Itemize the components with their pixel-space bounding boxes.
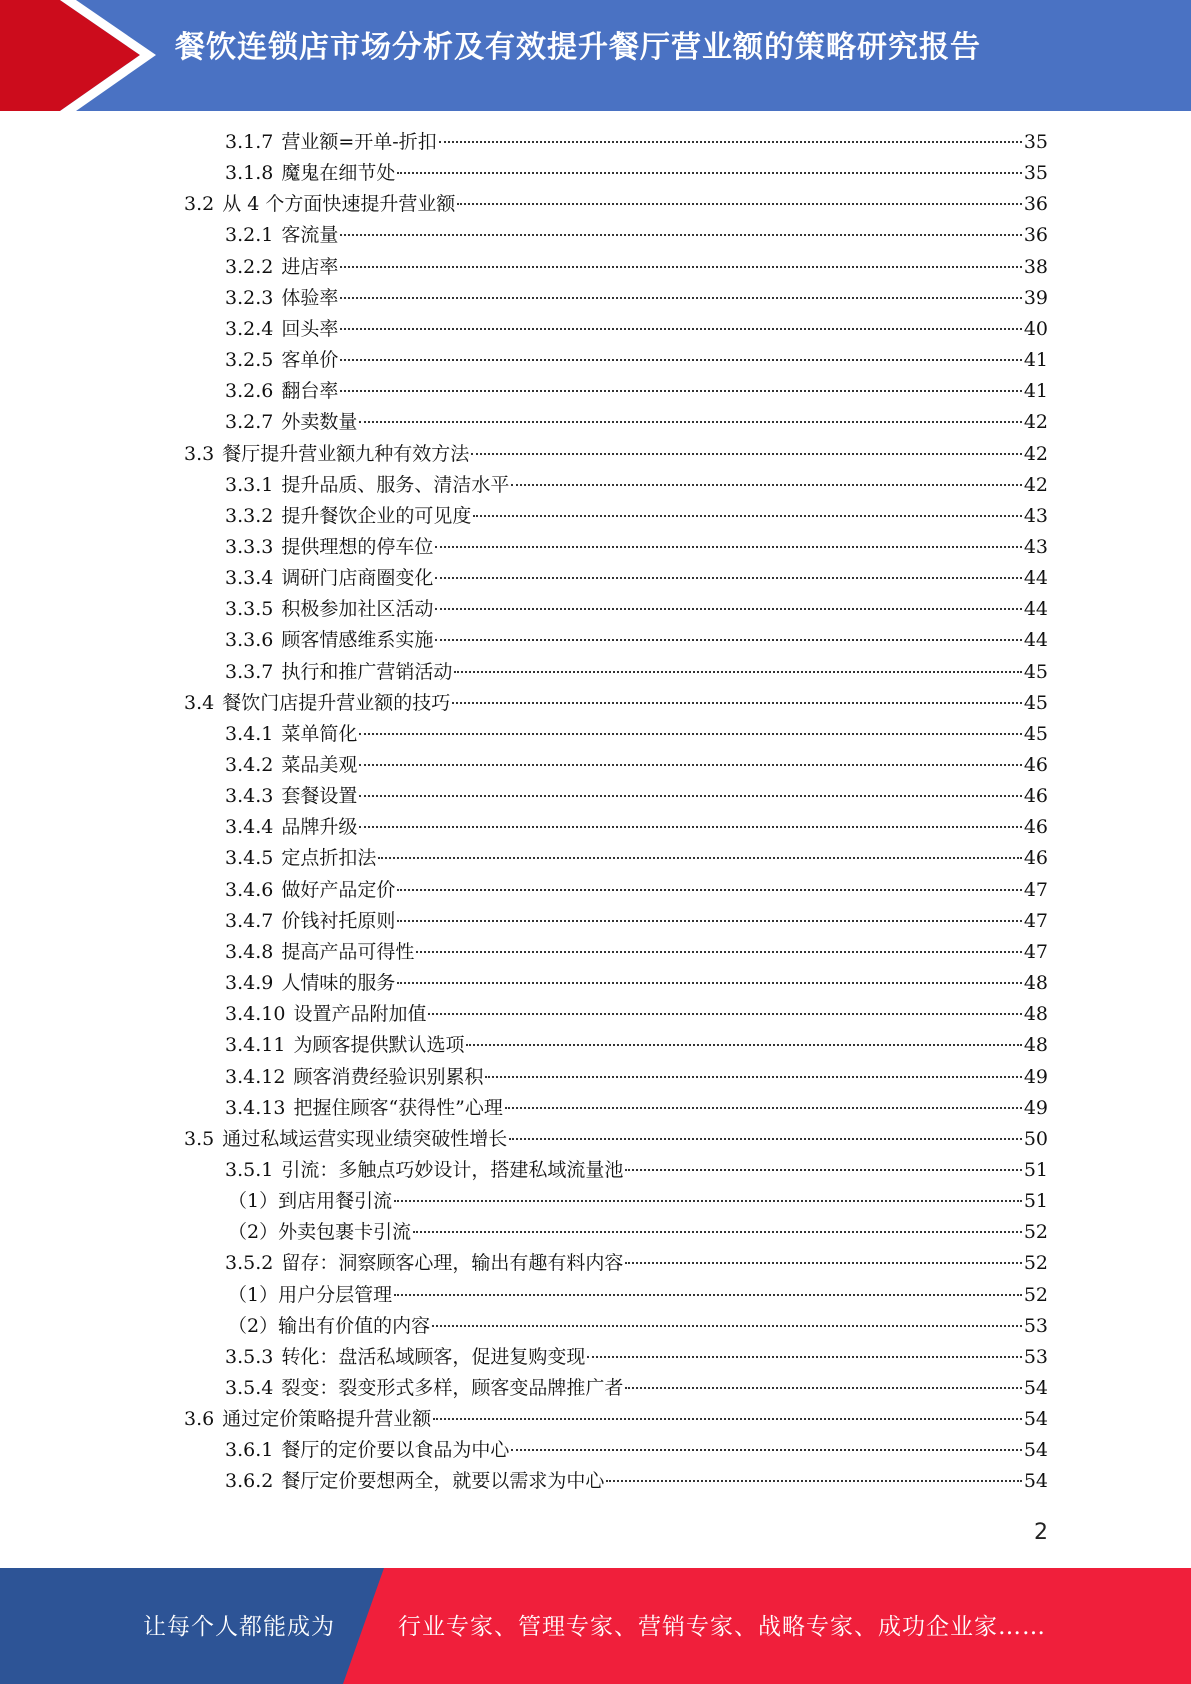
toc-entry-title: 定点折扣法 [281, 847, 377, 869]
toc-entry-number: 3.6 [184, 1408, 215, 1430]
toc-entry-title: （1）用户分层管理 [228, 1284, 393, 1306]
toc-entry-number: 3.6.1 [225, 1439, 274, 1461]
toc-entry-title: 品牌升级 [281, 816, 358, 838]
toc-entry-number: 3.6.2 [225, 1470, 274, 1492]
toc-entry-title: 客单价 [281, 349, 339, 371]
toc-entry-number: 3.3.1 [225, 474, 274, 496]
toc-entry-title: 菜品美观 [281, 754, 358, 776]
toc-entry[interactable] [225, 408, 1048, 436]
toc-dot-leader [340, 266, 1021, 268]
toc-entry-page: 36 [1023, 224, 1048, 246]
toc-dot-leader [340, 328, 1021, 330]
toc-entry-title: 把握住顾客“获得性”心理 [293, 1097, 503, 1119]
toc-entry-page: 45 [1023, 661, 1048, 683]
toc-entry-number: 3.5.4 [225, 1377, 274, 1399]
toc-entry-number: 3.3 [184, 443, 215, 465]
toc-entry-title: 提升餐饮企业的可见度 [281, 505, 472, 527]
toc-entry-number: 3.4.11 [225, 1034, 286, 1056]
toc-entry-page: 39 [1023, 287, 1048, 309]
toc-entry-title: 执行和推广营销活动 [281, 661, 453, 683]
toc-entry-page: 46 [1023, 785, 1048, 807]
toc-entry-page: 51 [1023, 1159, 1048, 1181]
toc-entry-number: 3.2.3 [225, 287, 274, 309]
toc-entry[interactable] [225, 720, 1048, 748]
toc-dot-leader [485, 1076, 1021, 1078]
toc-entry-title: 顾客情感维系实施 [281, 629, 434, 651]
toc-entry-number: 3.4.6 [225, 879, 274, 901]
toc-entry-number: 3.4.13 [225, 1097, 286, 1119]
toc-entry-title: （1）到店用餐引流 [228, 1190, 393, 1212]
toc-entry-title: （2）外卖包裹卡引流 [228, 1221, 412, 1243]
toc-entry-title: 套餐设置 [281, 785, 358, 807]
toc-entry-page: 53 [1023, 1315, 1048, 1337]
toc-entry-title: 留存：洞察顾客心理，输出有趣有料内容 [281, 1252, 624, 1274]
toc-entry-page: 54 [1023, 1377, 1048, 1399]
toc-entry-title: 通过私域运营实现业绩突破性增长 [222, 1128, 508, 1150]
toc-entry-page: 41 [1023, 380, 1048, 402]
toc-entry-title: 为顾客提供默认选项 [293, 1034, 465, 1056]
toc-entry[interactable] [225, 1374, 1048, 1402]
toc-entry[interactable] [225, 782, 1048, 810]
toc-entry-page: 43 [1023, 505, 1048, 527]
toc-entry-title: 魔鬼在细节处 [281, 162, 396, 184]
toc-entry-page: 49 [1023, 1097, 1048, 1119]
toc-entry-number: 3.2 [184, 193, 215, 215]
toc-entry-page: 51 [1023, 1190, 1048, 1212]
toc-entry-page: 54 [1023, 1439, 1048, 1461]
toc-entry-number: 3.2.6 [225, 380, 274, 402]
toc-entry-number: 3.1.7 [225, 131, 274, 153]
toc-entry[interactable] [184, 1125, 1048, 1153]
toc-entry[interactable] [225, 1031, 1048, 1059]
toc-entry-title: 提高产品可得性 [281, 941, 415, 963]
toc-entry-page: 35 [1023, 131, 1048, 153]
toc-dot-leader [359, 795, 1021, 797]
toc-dot-leader [435, 608, 1021, 610]
toc-dot-leader [340, 234, 1021, 236]
toc-dot-leader [511, 1449, 1021, 1451]
toc-dot-leader [511, 484, 1021, 486]
page-footer [0, 1568, 1191, 1684]
toc-entry-number: 3.2.7 [225, 411, 274, 433]
toc-entry-page: 35 [1023, 162, 1048, 184]
toc-entry-title: 从 4 个方面快速提升营业额 [222, 193, 456, 215]
toc-dot-leader [606, 1480, 1021, 1482]
toc-entry-number: 3.4.7 [225, 910, 274, 932]
toc-dot-leader [435, 639, 1021, 641]
toc-entry[interactable] [225, 502, 1048, 530]
toc-entry[interactable] [225, 1343, 1048, 1371]
toc-entry[interactable] [225, 1094, 1048, 1122]
toc-entry-page: 45 [1023, 723, 1048, 745]
toc-dot-leader [394, 1294, 1022, 1296]
toc-entry-page: 52 [1023, 1284, 1048, 1306]
toc-entry-title: 顾客消费经验识别累积 [293, 1066, 484, 1088]
toc-dot-leader [473, 515, 1021, 517]
toc-entry-page: 44 [1023, 567, 1048, 589]
toc-entry-title: 营业额=开单-折扣 [281, 131, 437, 153]
toc-dot-leader [509, 1138, 1022, 1140]
toc-entry-number: 3.4.9 [225, 972, 274, 994]
toc-entry-title: 菜单简化 [281, 723, 358, 745]
toc-entry-page: 46 [1023, 754, 1048, 776]
report-title: 餐饮连锁店市场分析及有效提升餐厅营业额的策略研究报告 [175, 30, 981, 65]
toc-entry-page: 36 [1023, 193, 1048, 215]
toc-entry-number: 3.2.4 [225, 318, 274, 340]
toc-entry-number: 3.4.4 [225, 816, 274, 838]
toc-entry[interactable] [225, 284, 1048, 312]
toc-entry-number: 3.4.12 [225, 1066, 286, 1088]
toc-entry-title: （2）输出有价值的内容 [228, 1315, 431, 1337]
toc-entry-number: 3.3.3 [225, 536, 274, 558]
toc-entry-page: 45 [1023, 692, 1048, 714]
toc-dot-leader [340, 359, 1021, 361]
toc-entry-number: 3.5.3 [225, 1346, 274, 1368]
toc-entry-title: 回头率 [281, 318, 339, 340]
toc-entry-title: 餐厅定价要想两全，就要以需求为中心 [281, 1470, 605, 1492]
toc-entry[interactable] [225, 377, 1048, 405]
toc-entry[interactable] [225, 907, 1048, 935]
toc-entry-number: 3.3.2 [225, 505, 274, 527]
toc-entry-title: 客流量 [281, 224, 339, 246]
toc-entry-page: 47 [1023, 879, 1048, 901]
toc-entry-page: 54 [1023, 1408, 1048, 1430]
toc-entry-title: 引流：多触点巧妙设计，搭建私域流量池 [281, 1159, 624, 1181]
toc-dot-leader [378, 857, 1021, 859]
toc-entry-number: 3.3.7 [225, 661, 274, 683]
toc-entry[interactable] [225, 595, 1048, 623]
toc-entry-title: 餐厅提升营业额九种有效方法 [222, 443, 470, 465]
toc-entry[interactable] [225, 221, 1048, 249]
toc-dot-leader [625, 1262, 1021, 1264]
toc-entry-title: 通过定价策略提升营业额 [222, 1408, 432, 1430]
toc-entry[interactable] [225, 1063, 1048, 1091]
toc-entry-title: 餐厅的定价要以食品为中心 [281, 1439, 510, 1461]
toc-entry-title: 价钱衬托原则 [281, 910, 396, 932]
toc-dot-leader [359, 733, 1021, 735]
toc-entry-title: 提供理想的停车位 [281, 536, 434, 558]
toc-dot-leader [416, 951, 1021, 953]
toc-entry[interactable] [225, 1000, 1048, 1028]
toc-entry-page: 48 [1023, 1034, 1048, 1056]
toc-entry-page: 52 [1023, 1252, 1048, 1274]
toc-entry-title: 人情味的服务 [281, 972, 396, 994]
toc-entry-page: 52 [1023, 1221, 1048, 1243]
toc-entry[interactable] [225, 346, 1048, 374]
toc-entry[interactable] [225, 471, 1048, 499]
toc-dot-leader [452, 702, 1022, 704]
toc-entry-page: 54 [1023, 1470, 1048, 1492]
toc-dot-leader [397, 920, 1021, 922]
toc-entry-page: 42 [1023, 443, 1048, 465]
toc-entry-page: 48 [1023, 972, 1048, 994]
toc-entry[interactable] [225, 253, 1048, 281]
toc-dot-leader [340, 390, 1021, 392]
toc-entry[interactable] [225, 1467, 1048, 1495]
toc-entry[interactable] [225, 938, 1048, 966]
toc-entry-title: 转化：盘活私域顾客，促进复购变现 [281, 1346, 586, 1368]
toc-dot-leader [432, 1325, 1022, 1327]
toc-dot-leader [625, 1169, 1021, 1171]
toc-entry[interactable] [225, 658, 1048, 686]
toc-entry[interactable] [184, 689, 1048, 717]
toc-entry[interactable] [225, 876, 1048, 904]
toc-dot-leader [428, 1013, 1021, 1015]
toc-entry[interactable] [225, 159, 1048, 187]
toc-dot-leader [340, 297, 1021, 299]
toc-entry-title: 做好产品定价 [281, 879, 396, 901]
toc-entry-page: 47 [1023, 941, 1048, 963]
toc-entry[interactable] [225, 844, 1048, 872]
toc-entry[interactable] [225, 969, 1048, 997]
toc-entry-page: 46 [1023, 816, 1048, 838]
toc-dot-leader [413, 1231, 1022, 1233]
toc-entry[interactable] [228, 1281, 1048, 1309]
toc-dot-leader [433, 1418, 1022, 1420]
page-number: 2 [1034, 1520, 1048, 1545]
toc-entry-title: 裂变：裂变形式多样，顾客变品牌推广者 [281, 1377, 624, 1399]
toc-entry-number: 3.4.1 [225, 723, 274, 745]
toc-entry[interactable] [225, 315, 1048, 343]
toc-entry[interactable] [225, 751, 1048, 779]
toc-entry-number: 3.4.10 [225, 1003, 286, 1025]
toc-dot-leader [587, 1356, 1021, 1358]
toc-entry-number: 3.2.5 [225, 349, 274, 371]
toc-entry-title: 体验率 [281, 287, 339, 309]
toc-entry-page: 49 [1023, 1066, 1048, 1088]
toc-entry-page: 38 [1023, 256, 1048, 278]
toc-entry[interactable] [225, 1156, 1048, 1184]
toc-entry-number: 3.1.8 [225, 162, 274, 184]
toc-entry-page: 44 [1023, 598, 1048, 620]
toc-entry[interactable] [228, 1218, 1048, 1246]
toc-entry-page: 42 [1023, 474, 1048, 496]
toc-entry-page: 48 [1023, 1003, 1048, 1025]
toc-dot-leader [466, 1044, 1021, 1046]
toc-entry-page: 40 [1023, 318, 1048, 340]
toc-entry-title: 进店率 [281, 256, 339, 278]
toc-dot-leader [359, 764, 1021, 766]
toc-dot-leader [435, 577, 1021, 579]
toc-entry-title: 提升品质、服务、清洁水平 [281, 474, 510, 496]
toc-entry[interactable] [225, 1249, 1048, 1277]
toc-dot-leader [359, 826, 1021, 828]
toc-entry-number: 3.4 [184, 692, 215, 714]
toc-dot-leader [625, 1387, 1021, 1389]
toc-dot-leader [435, 546, 1021, 548]
toc-entry-number: 3.4.3 [225, 785, 274, 807]
toc-entry-number: 3.4.5 [225, 847, 274, 869]
toc-entry-page: 42 [1023, 411, 1048, 433]
toc-entry-number: 3.4.2 [225, 754, 274, 776]
toc-entry-title: 积极参加社区活动 [281, 598, 434, 620]
toc-entry-number: 3.5.1 [225, 1159, 274, 1181]
toc-entry[interactable] [225, 1436, 1048, 1464]
footer-slogan-right: 行业专家、管理专家、营销专家、战略专家、成功企业家…… [398, 1614, 1046, 1640]
toc-entry-page: 41 [1023, 349, 1048, 371]
toc-dot-leader [454, 671, 1021, 673]
toc-dot-leader [505, 1107, 1022, 1109]
toc-entry[interactable] [225, 813, 1048, 841]
toc-dot-leader [397, 889, 1021, 891]
toc-entry[interactable] [225, 128, 1048, 156]
toc-entry-page: 46 [1023, 847, 1048, 869]
toc-dot-leader [359, 421, 1021, 423]
toc-entry-number: 3.4.8 [225, 941, 274, 963]
toc-entry-page: 50 [1023, 1128, 1048, 1150]
toc-entry-page: 43 [1023, 536, 1048, 558]
page-header [0, 0, 1191, 111]
toc-entry[interactable] [228, 1312, 1048, 1340]
toc-dot-leader [439, 141, 1022, 143]
toc-entry-number: 3.2.1 [225, 224, 274, 246]
toc-entry[interactable] [184, 1405, 1048, 1433]
toc-entry-number: 3.5.2 [225, 1252, 274, 1274]
toc-entry[interactable] [184, 440, 1048, 468]
footer-slogan-left: 让每个人都能成为 [143, 1614, 335, 1640]
toc-entry-page: 53 [1023, 1346, 1048, 1368]
toc-entry-page: 47 [1023, 910, 1048, 932]
toc-entry[interactable] [228, 1187, 1048, 1215]
toc-entry-title: 设置产品附加值 [293, 1003, 427, 1025]
toc-entry-number: 3.5 [184, 1128, 215, 1150]
toc-entry-page: 44 [1023, 629, 1048, 651]
toc-entry[interactable] [184, 190, 1048, 218]
toc-dot-leader [471, 453, 1022, 455]
toc-entry[interactable] [225, 626, 1048, 654]
toc-entry[interactable] [225, 533, 1048, 561]
toc-dot-leader [457, 203, 1021, 205]
toc-dot-leader [394, 1200, 1022, 1202]
toc-entry-number: 3.3.5 [225, 598, 274, 620]
toc-entry[interactable] [225, 564, 1048, 592]
toc-entry-title: 翻台率 [281, 380, 339, 402]
toc-entry-title: 外卖数量 [281, 411, 358, 433]
toc-entry-title: 餐饮门店提升营业额的技巧 [222, 692, 451, 714]
toc-entry-number: 3.3.6 [225, 629, 274, 651]
toc-entry-number: 3.3.4 [225, 567, 274, 589]
toc-entry-number: 3.2.2 [225, 256, 274, 278]
toc-entry-title: 调研门店商圈变化 [281, 567, 434, 589]
toc-dot-leader [397, 982, 1021, 984]
toc-dot-leader [397, 172, 1021, 174]
